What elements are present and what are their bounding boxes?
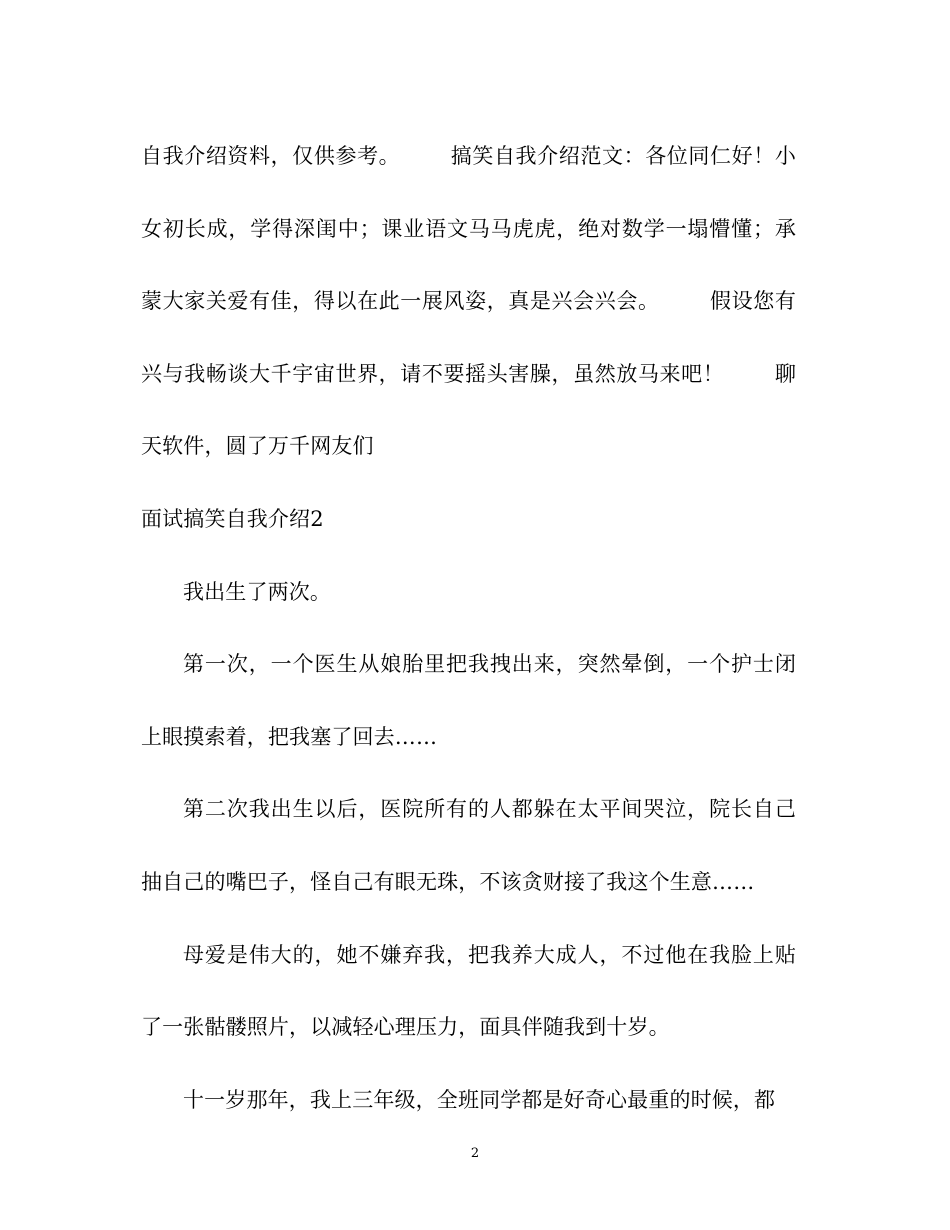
intro-part-2: 搞笑自我介绍范文：各位同仁好！小女初长成，学得深闺中；课业语文马马虎虎，绝对数学一塌懵懂；承蒙大家关爱有佳，得以在此一展风姿，真是兴会兴会。	[141, 144, 796, 314]
page-number: 2	[470, 1146, 480, 1161]
intro-part-4: 聊天软件，圆了万千网友们	[141, 361, 796, 459]
paragraph-5: 十一岁那年，我上三年级，全班同学都是好奇心最重的时候，都	[183, 1087, 776, 1112]
document-body	[141, 120, 796, 1136]
intro-part-3: 假设您有兴与我畅谈大千宇宙世界，请不要摇头害臊，虽然放马来吧！	[141, 289, 796, 386]
paragraph-4: 母爱是伟大的，她不嫌弃我，把我养大成人，不过他在我脸上贴了一张骷髅照片，以减轻心理压力，面具伴随我到十岁。	[141, 942, 796, 1040]
paragraph-3: 第二次我出生以后，医院所有的人都躲在太平间哭泣，院长自己抽自己的嘴巴子，怪自己有眼无珠，不该贪财接了我这个生意……	[141, 797, 796, 894]
paragraph-1: 我出生了两次。	[183, 579, 332, 604]
section-title: 面试搞笑自我介绍2	[141, 506, 324, 531]
intro-part-1: 自我介绍资料，仅供参考。	[141, 144, 401, 168]
paragraph-2: 第一次，一个医生从娘胎里把我拽出来，突然晕倒，一个护士闭上眼摸索着，把我塞了回去……	[141, 652, 796, 749]
intro-paragraph	[141, 120, 796, 483]
